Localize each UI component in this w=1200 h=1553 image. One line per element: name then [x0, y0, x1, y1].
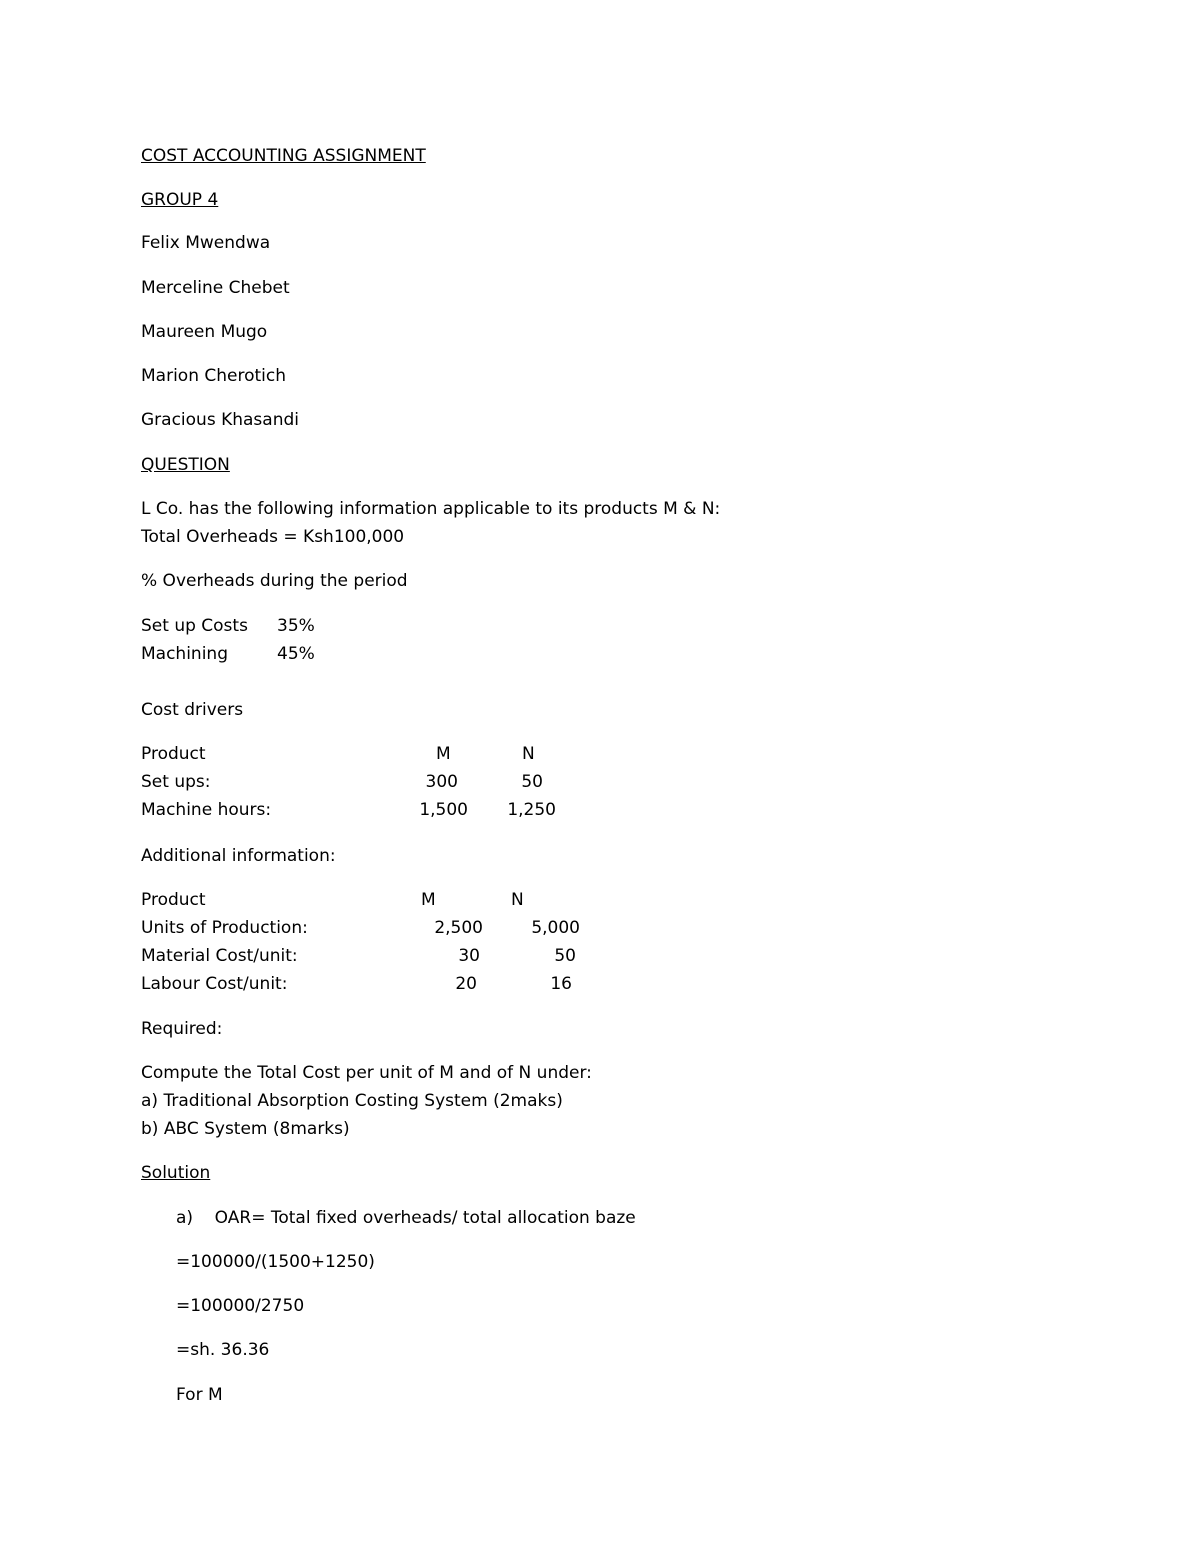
table-row-label: Material Cost/unit:	[141, 946, 298, 966]
table-row-label: Labour Cost/unit:	[141, 974, 288, 994]
member-name: Felix Mwendwa	[141, 233, 271, 253]
table-header-m: M	[436, 744, 451, 764]
overhead-label: Machining	[141, 644, 228, 664]
table-row-label: Machine hours:	[141, 800, 272, 820]
group-heading: GROUP 4	[141, 190, 219, 210]
document-title: COST ACCOUNTING ASSIGNMENT	[141, 146, 426, 166]
intro-line: Total Overheads = Ksh100,000	[141, 527, 405, 547]
table-row-label: Units of Production:	[141, 918, 308, 938]
member-name: Gracious Khasandi	[141, 410, 299, 430]
required-line: Compute the Total Cost per unit of M and of N under:	[141, 1063, 592, 1083]
solution-line: =100000/(1500+1250)	[176, 1252, 375, 1272]
question-heading: QUESTION	[141, 455, 230, 475]
table-cell-m: 30	[458, 946, 480, 966]
solution-heading: Solution	[141, 1163, 211, 1183]
table-header-n: N	[522, 744, 535, 764]
table-cell-n: 5,000	[531, 918, 580, 938]
table-cell-m: 1,500	[419, 800, 468, 820]
cost-drivers-heading: Cost drivers	[141, 700, 244, 720]
table-cell-m: 20	[455, 974, 477, 994]
table-header-label: Product	[141, 890, 206, 910]
table-cell-m: 300	[425, 772, 458, 792]
required-line: b) ABC System (8marks)	[141, 1119, 350, 1139]
table-cell-m: 2,500	[434, 918, 483, 938]
overheads-heading: % Overheads during the period	[141, 571, 408, 591]
table-row-label: Set ups:	[141, 772, 211, 792]
overhead-label: Set up Costs	[141, 616, 248, 636]
overhead-value: 35%	[277, 616, 315, 636]
solution-line: =sh. 36.36	[176, 1340, 270, 1360]
required-heading: Required:	[141, 1019, 223, 1039]
table-cell-n: 1,250	[507, 800, 556, 820]
member-name: Merceline Chebet	[141, 278, 290, 298]
solution-line: =100000/2750	[176, 1296, 305, 1316]
overhead-value: 45%	[277, 644, 315, 664]
intro-line: L Co. has the following information applicable to its products M & N:	[141, 499, 721, 519]
member-name: Maureen Mugo	[141, 322, 268, 342]
required-line: a) Traditional Absorption Costing System (2maks)	[141, 1091, 563, 1111]
solution-line: For M	[176, 1385, 223, 1405]
table-header-n: N	[511, 890, 524, 910]
additional-heading: Additional information:	[141, 846, 336, 866]
table-cell-n: 16	[550, 974, 572, 994]
solution-line: a) OAR= Total fixed overheads/ total allocation baze	[176, 1208, 636, 1228]
table-cell-n: 50	[554, 946, 576, 966]
table-header-m: M	[421, 890, 436, 910]
member-name: Marion Cherotich	[141, 366, 287, 386]
table-header-label: Product	[141, 744, 206, 764]
table-cell-n: 50	[521, 772, 543, 792]
